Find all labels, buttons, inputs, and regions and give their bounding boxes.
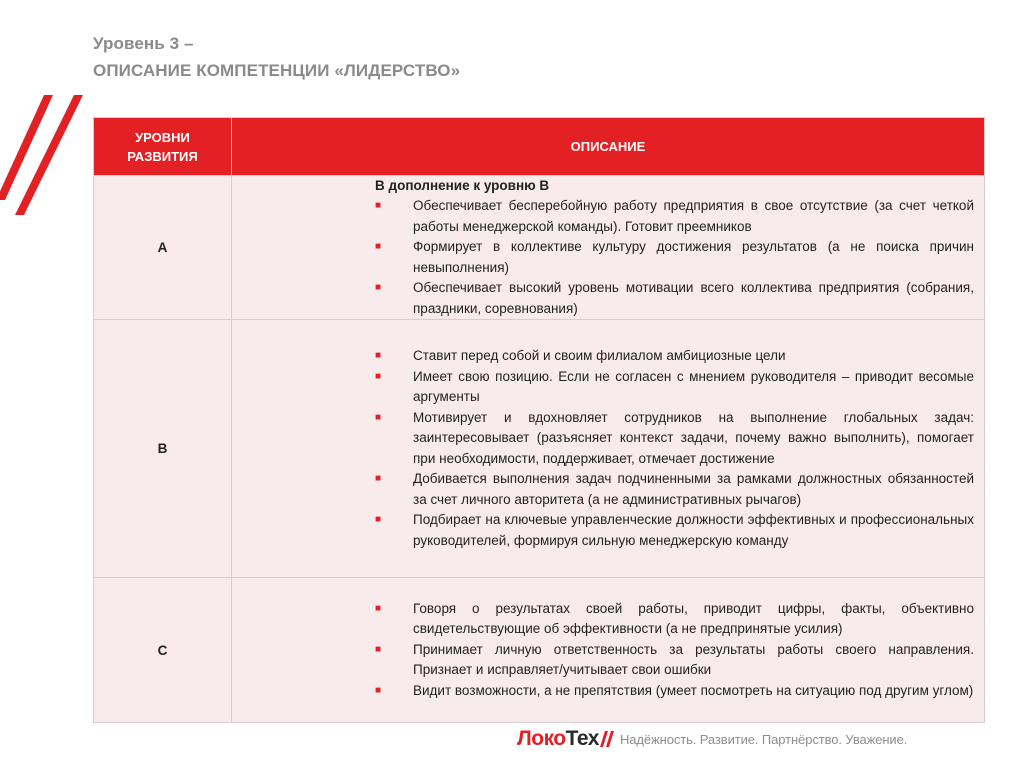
list-item [375, 681, 974, 702]
company-logo [517, 727, 614, 751]
list-item-text: Подбирает на ключевые управленческие должности эффективных и профессиональных руководителей, формируя сильную менеджерскую команду [413, 512, 974, 548]
table-row [94, 578, 985, 723]
description-cell [232, 578, 985, 723]
list-item [375, 196, 974, 237]
table-header-row [94, 118, 985, 176]
list-item [375, 237, 974, 278]
header-description: ОПИСАНИЕ [232, 118, 985, 176]
description-cell [232, 320, 985, 578]
header-levels-text: УРОВНИ РАЗВИТИЯ [127, 129, 198, 164]
logo-part-tech: Тех [565, 727, 599, 750]
list-item-text: Обеспечивает высокий уровень мотивации всего коллектива предприятия (собрания, праздники, соревнования) [413, 280, 974, 316]
bullet-marker-icon: ■ [375, 602, 382, 614]
list-item [375, 640, 974, 681]
bullet-marker-icon: ■ [375, 684, 382, 696]
table-row [94, 320, 985, 578]
list-item-text: Мотивирует и вдохновляет сотрудников на выполнение глобальных задач: заинтересовывает (разъясняет контекст задачи, почему важно выполнить), помогает при необходимости, поддерживает, отмечает достижение [413, 409, 974, 466]
level-cell: C [94, 578, 232, 723]
bullet-marker-icon: ■ [375, 643, 382, 655]
slide-title [93, 30, 460, 84]
logo-part-loco: Локо [517, 727, 566, 750]
level-cell: A [94, 176, 232, 320]
list-item [375, 367, 974, 408]
list-item-text: Обеспечивает бесперебойную работу предприятия в свое отсутствие (за счет четкой работы менеджерской команды). Готовит преемников [413, 198, 974, 234]
description-cell [232, 176, 985, 320]
company-slogan: Надёжность. Развитие. Партнёрство. Уважение. [620, 731, 908, 747]
bullet-list [375, 599, 974, 702]
bullet-marker-icon: ■ [375, 514, 382, 525]
competency-table [93, 117, 985, 723]
bullet-marker-icon: ■ [375, 370, 382, 382]
list-item-text: Принимает личную ответственность за результаты работы своего направления. Признает и исправляет/учитывает свои ошибки [413, 641, 974, 678]
list-item [375, 408, 974, 470]
list-item [375, 346, 974, 367]
list-item [375, 599, 974, 640]
list-item-text: Ставит перед собой и своим филиалом амбициозные цели [413, 348, 786, 363]
decorative-stripes [0, 95, 90, 215]
row-intro: В дополнение к уровню В [375, 178, 550, 193]
bullet-marker-icon: ■ [375, 241, 382, 252]
table-row [94, 176, 985, 320]
title-line-1: Уровень 3 – [93, 34, 194, 53]
bullet-list [375, 346, 974, 551]
header-levels [94, 118, 232, 176]
footer [517, 726, 907, 752]
list-item-text: Имеет свою позицию. Если не согласен с мнением руководителя – приводит весомые аргументы [413, 368, 974, 404]
list-item [375, 278, 974, 319]
list-item-text: Формирует в коллективе культуру достижения результатов (а не поиска причин невыполнения) [413, 239, 974, 275]
list-item [375, 469, 974, 510]
bullet-marker-icon: ■ [375, 350, 382, 361]
title-line-2: ОПИСАНИЕ КОМПЕТЕНЦИИ «ЛИДЕРСТВО» [93, 61, 461, 80]
bullet-list [375, 196, 974, 319]
bullet-marker-icon: ■ [375, 411, 382, 423]
logo-slash-icon [600, 730, 614, 748]
list-item [375, 510, 974, 551]
list-item-text: Видит возможности, а не препятствия (умеет посмотреть на ситуацию под другим углом) [413, 682, 974, 698]
list-item-text: Добивается выполнения задач подчиненными за рамками должностных обязанностей за счет личного авторитета (а не административных рычагов) [413, 471, 974, 507]
bullet-marker-icon: ■ [375, 282, 382, 293]
bullet-marker-icon: ■ [375, 473, 382, 484]
level-cell: B [94, 320, 232, 578]
list-item-text: Говоря о результатах своей работы, приводит цифры, факты, объективно свидетельствующие об эффективности (а не предпринятые усилия) [413, 600, 974, 637]
bullet-marker-icon: ■ [375, 200, 382, 211]
